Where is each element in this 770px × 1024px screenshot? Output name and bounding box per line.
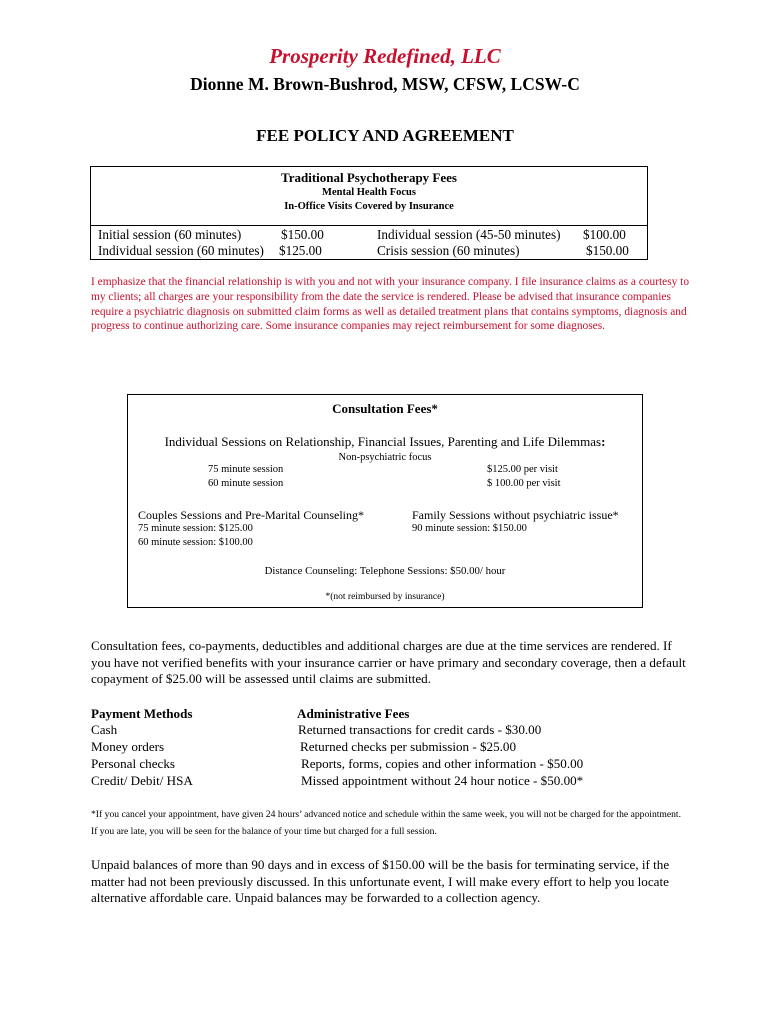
administrative-fee-item: Returned transactions for credit cards - $30.00	[298, 722, 542, 737]
unpaid-balances-paragraph: Unpaid balances of more than 90 days and in excess of $150.00 will be the basis for terminating service, if the matter had not been previously discussed. In this unfortunate event, I will make every effort to help you locate alternative affordable care. Unpaid balances may be forwarded to a collection agency.	[91, 857, 670, 906]
couples-session-fee: 60 minute session: $100.00	[138, 537, 253, 548]
consultation-fees-box	[127, 394, 643, 608]
in-office-visits-label: In-Office Visits Covered by Insurance	[284, 201, 454, 212]
administrative-fees-heading: Administrative Fees	[297, 706, 410, 721]
fee-row-label: Individual session (45-50 minutes)	[377, 227, 561, 242]
fee-row-label: Individual session (60 minutes)	[98, 243, 264, 258]
administrative-fee-item: Missed appointment without 24 hour notice - $50.00*	[301, 773, 584, 788]
distance-counseling: Distance Counseling: Telephone Sessions: $50.00/ hour	[264, 565, 506, 577]
fee-row-amount: $125.00	[279, 243, 322, 258]
traditional-fees-title: Traditional Psychotherapy Fees	[281, 170, 457, 185]
family-sessions-heading: Family Sessions without psychiatric issue*	[412, 508, 619, 522]
non-psychiatric-focus-label: Non-psychiatric focus	[338, 452, 432, 463]
payment-method-item: Money orders	[91, 739, 165, 754]
individual-sessions-heading	[128, 434, 642, 450]
mental-health-focus-label: Mental Health Focus	[322, 187, 416, 198]
not-reimbursed-note: *(not reimbursed by insurance)	[325, 592, 445, 602]
couples-sessions-heading: Couples Sessions and Pre-Marital Counseling*	[138, 508, 364, 522]
document-title: FEE POLICY AND AGREEMENT	[256, 126, 514, 145]
session-duration: 60 minute session	[208, 478, 284, 489]
cancellation-note: *If you cancel your appointment, have given 24 hours’ advanced notice and schedule within the same week, you will not be charged for the appointment. If you are late, you will be seen for the balance of your time but charged for a full session.	[91, 809, 681, 837]
session-duration: 75 minute session	[208, 464, 284, 475]
individual-sessions-heading-text: Individual Sessions on Relationship, Financial Issues, Parenting and Life Dilemmas	[164, 434, 602, 449]
payment-methods-heading: Payment Methods	[91, 706, 193, 721]
family-session-fee: 90 minute session: $150.00	[412, 523, 527, 534]
traditional-fees-table	[90, 166, 648, 260]
author-credentials: Dionne M. Brown-Bushrod, MSW, CFSW, LCSW-C	[190, 74, 580, 94]
administrative-fee-item: Returned checks per submission - $25.00	[300, 739, 517, 754]
session-fee: $ 100.00 per visit	[487, 478, 561, 489]
fee-row-label: Crisis session (60 minutes)	[377, 243, 520, 258]
payment-method-item: Credit/ Debit/ HSA	[91, 773, 193, 788]
company-name: Prosperity Redefined, LLC	[269, 44, 501, 68]
payment-due-paragraph: Consultation fees, co-payments, deductibles and additional charges are due at the time services are rendered. If you have not verified benefits with your insurance carrier or have primary and secondary coverage, then a default copayment of $25.00 will be assessed until claims are submitted.	[91, 638, 686, 687]
couples-session-fee: 75 minute session: $125.00	[138, 523, 253, 534]
payment-method-item: Cash	[91, 722, 118, 737]
consultation-fees-title: Consultation Fees*	[332, 401, 438, 416]
table-divider	[91, 225, 647, 226]
insurance-notice: I emphasize that the financial relationship is with you and not with your insurance company. I file insurance claims as a courtesy to my clients; all charges are your responsibility from the date the service is rendered. Please be advised that insurance companies require a psychiatric diagnosis on submitted claim forms as well as detailed treatment plans that contains symptoms, diagnosis and progress to continue authorizing care. Some insurance companies may reject reimbursement for some diagnoses.	[91, 276, 690, 333]
session-fee: $125.00 per visit	[487, 464, 558, 475]
heading-colon: :	[601, 434, 606, 449]
fee-row-label: Initial session (60 minutes)	[98, 227, 242, 242]
payment-method-item: Personal checks	[91, 756, 175, 771]
administrative-fee-item: Reports, forms, copies and other information - $50.00	[301, 756, 584, 771]
fee-row-amount: $100.00	[583, 227, 626, 242]
fee-row-amount: $150.00	[586, 243, 629, 258]
fee-row-amount: $150.00	[281, 227, 324, 242]
